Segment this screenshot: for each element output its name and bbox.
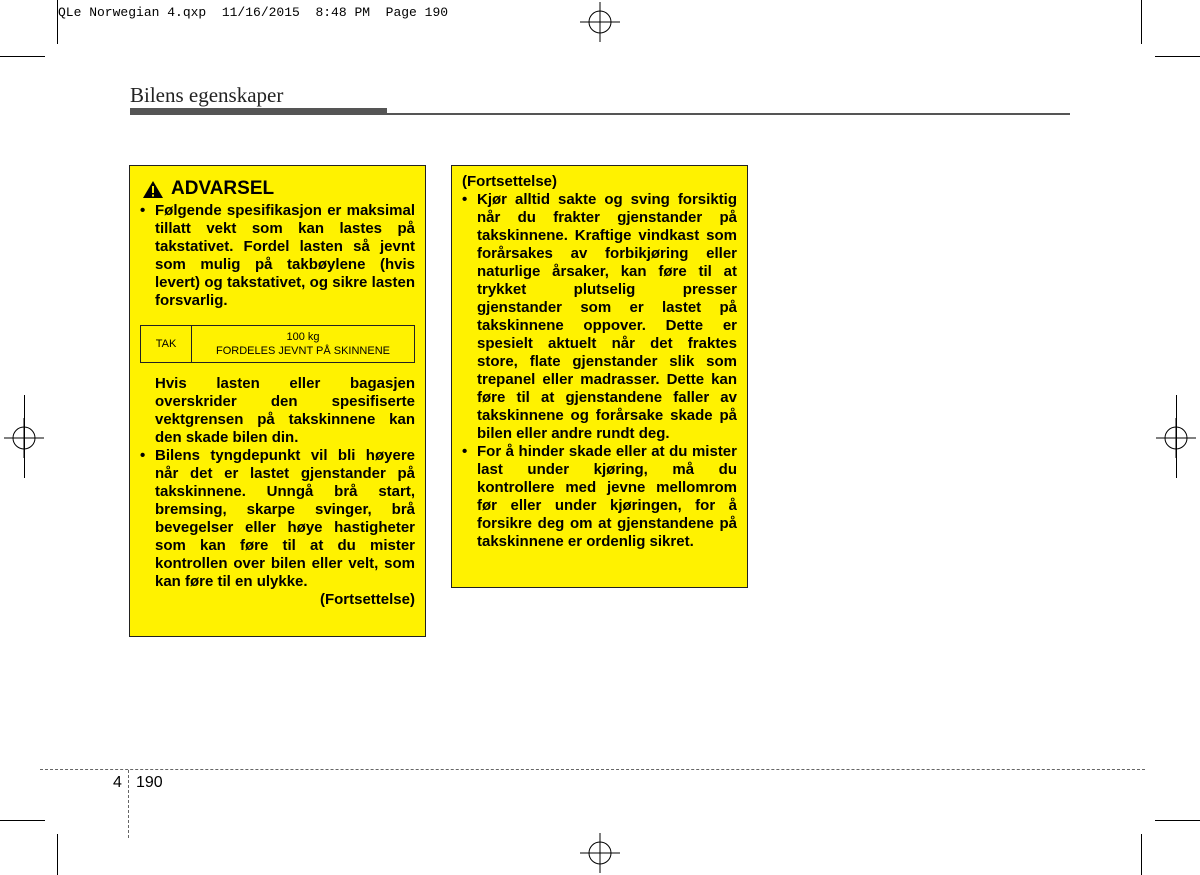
crop-mark (1141, 834, 1142, 875)
continued-label: (Fortsettelse) (319, 591, 415, 608)
crop-mark (1155, 820, 1200, 821)
continued-label: (Fortsettelse) (462, 173, 558, 190)
crop-mark (1155, 56, 1200, 57)
header-rule-thin (387, 113, 1070, 115)
crop-mark (0, 820, 45, 821)
bullet-text: Bilens tyngdepunkt vil bli høyere når det er lastet gjenstander på takskinnene. Unngå brå start, bremsing, skarpe svinger, brå bevegelser eller høye hastigheter som kan føre til at du mister kontrollen over bilen eller velt, som kan føre til en ulykke. (155, 447, 415, 590)
warning-box-right (451, 165, 748, 588)
bullet-dot: • (140, 447, 146, 464)
chapter-number: 4 (113, 774, 122, 791)
bullet-text: Kjør alltid sakte og sving forsiktig når du frakter gjenstander på takskinnene. Kraftige vindkast som forårsakes av forbikjøring eller naturlige årsaker, kan føre til at trykket plutselig presser gjenstander som er lastet på takskinnene oppover. Dette er spesielt aktuelt når det fraktes store, flate gjenstander slik som trepanel eller madrasser. Dette kan føre til at gjenstandene faller av takskinnene og forårsake skade på bilen eller andre rundt deg. (477, 191, 737, 442)
bullet-dot: • (140, 202, 146, 219)
spec-table (140, 325, 415, 363)
crop-mark (1141, 0, 1142, 44)
bullet-dot: • (462, 191, 468, 208)
crop-mark (57, 0, 58, 44)
list-item (462, 191, 737, 443)
registration-mark-icon (580, 2, 620, 42)
warning-title: ADVARSEL (171, 178, 275, 199)
print-slug: QLe Norwegian 4.qxp 11/16/2015 8:48 PM Page 190 (58, 5, 449, 20)
bullet-text: For å hinder skade eller at du mister last under kjøring, må du kontrollere med jevne mellomrom før eller under kjøringen, for å forsikre deg om at gjenstandene på takskinnene er ordenlig sikret. (477, 443, 737, 550)
warning-heading (142, 178, 415, 200)
bullet-text: Følgende spesifikasjon er maksimal tillatt vekt som kan lastes på takstativet. Fordel lasten så jevnt som mulig på takbøylene (hvis levert) og takstativet, og sikre lasten forsvarlig. (155, 202, 415, 309)
spec-weight: 100 kg (286, 331, 320, 343)
list-item (140, 202, 415, 310)
footer-rule (40, 769, 1145, 770)
footer-divider (128, 770, 129, 838)
registration-tick (24, 395, 25, 478)
list-item (140, 447, 415, 591)
registration-tick (1176, 395, 1177, 478)
page-number: 190 (136, 774, 163, 791)
registration-mark-icon (580, 833, 620, 873)
paragraph: Hvis lasten eller bagasjen overskrider den spesifiserte vektgrensen på takskinnene kan den skade bilen din. (155, 375, 415, 446)
header-rule-thick (130, 108, 387, 115)
crop-mark (0, 56, 45, 57)
bullet-dot: • (462, 443, 468, 460)
warning-triangle-icon (142, 180, 164, 199)
spec-label: TAK (141, 326, 192, 362)
list-item (462, 443, 737, 551)
warning-box-left (129, 165, 426, 637)
spec-note: FORDELES JEVNT PÅ SKINNENE (215, 345, 390, 357)
section-title: Bilens egenskaper (130, 83, 284, 107)
crop-mark (57, 834, 58, 875)
spec-value-cell (192, 326, 414, 362)
